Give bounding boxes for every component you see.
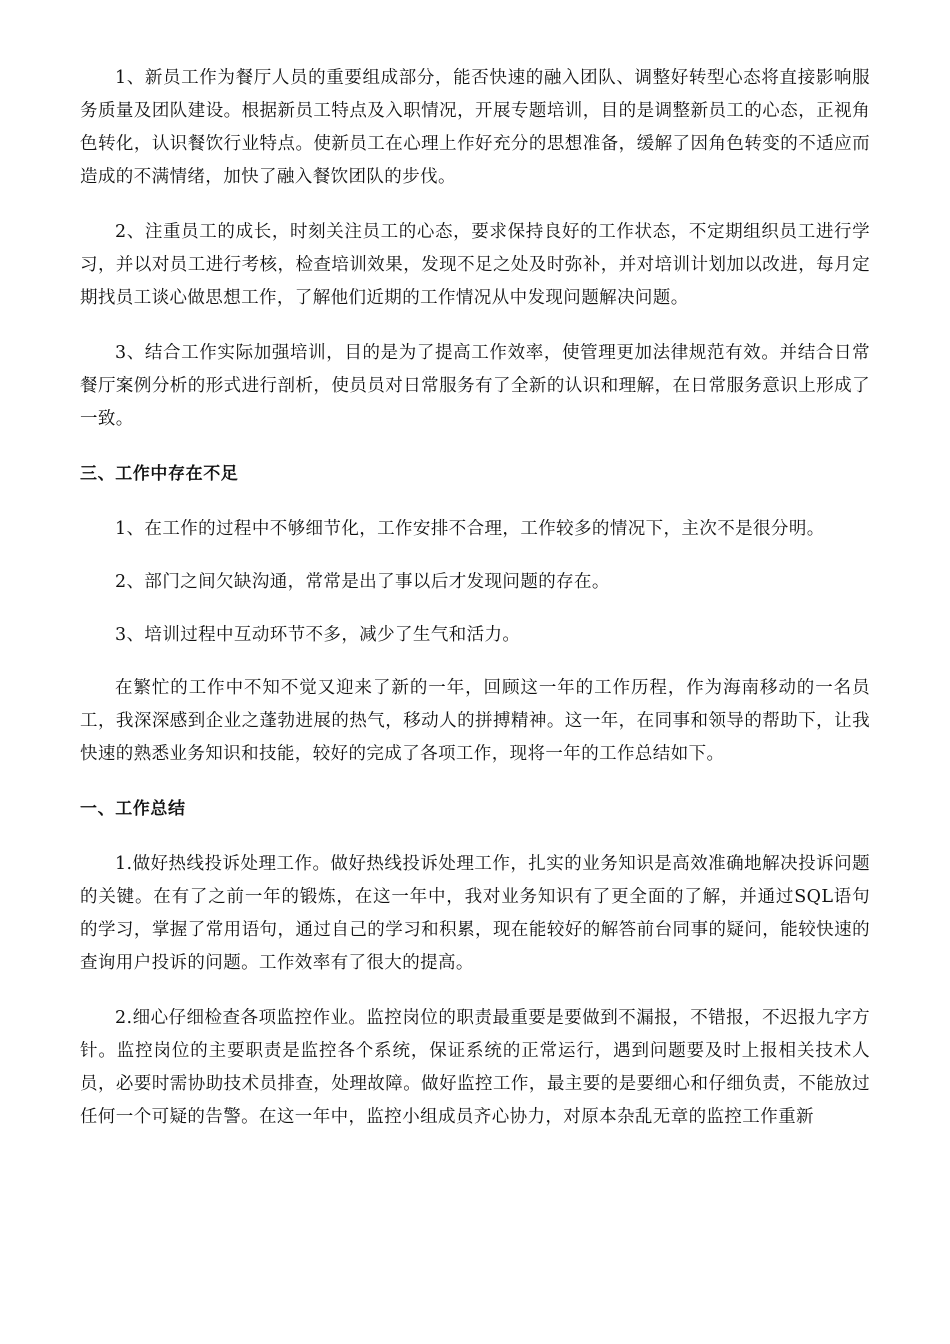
- paragraph-shortcoming-1: 1、在工作的过程中不够细节化，工作安排不合理，工作较多的情况下，主次不是很分明。: [115, 519, 825, 539]
- paragraph-training-3: 3、结合工作实际加强培训，目的是为了提高工作效率，使管理更加法律规范有效。并结合日常餐厅案例分析的形式进行剖析，使员员对日常服务有了全新的认识和理解，在日常服务意识上形成了一致。: [80, 343, 870, 429]
- paragraph-work-1: 1.做好热线投诉处理工作。做好热线投诉处理工作，扎实的业务知识是高效准确地解决投诉问题的关键。在有了之前一年的锻炼，在这一年中，我对业务知识有了更全面的了解，并通过SQL语句的学习，掌握了常用语句，通过自己的学习和积累，现在能较好的解答前台同事的疑问，能较快速的查询用户投诉的问题。工作效率有了很大的提高。: [80, 854, 870, 973]
- section-heading-shortcomings: 三、工作中存在不足: [80, 464, 239, 484]
- document-page: [80, 62, 870, 1156]
- paragraph-intro: 在繁忙的工作中不知不觉又迎来了新的一年，回顾这一年的工作历程，作为海南移动的一名员工，我深深感到企业之蓬勃进展的热气，移动人的拼搏精神。这一年，在同事和领导的帮助下，让我快速的熟悉业务知识和技能，较好的完成了各项工作，现将一年的工作总结如下。: [80, 678, 870, 764]
- paragraph-shortcoming-3: 3、培训过程中互动环节不多，减少了生气和活力。: [115, 625, 521, 645]
- paragraph-work-2: 2.细心仔细检查各项监控作业。监控岗位的职责最重要是要做到不漏报，不错报，不迟报九字方针。监控岗位的主要职责是监控各个系统，保证系统的正常运行，遇到问题要及时上报相关技术人员，必要时需协助技术员排查，处理故障。做好监控工作，最主要的是要细心和仔细负责，不能放过任何一个可疑的告警。在这一年中，监控小组成员齐心协力，对原本杂乱无章的监控工作重新: [80, 1008, 870, 1127]
- paragraph-training-1: 1、新员工作为餐厅人员的重要组成部分，能否快速的融入团队、调整好转型心态将直接影响服务质量及团队建设。根据新员工特点及入职情况，开展专题培训，目的是调整新员工的心态，正视角色转化，认识餐饮行业特点。使新员工在心理上作好充分的思想准备，缓解了因角色转变的不适应而造成的不满情绪，加快了融入餐饮团队的步伐。: [80, 68, 870, 187]
- paragraph-training-2: 2、注重员工的成长，时刻关注员工的心态，要求保持良好的工作状态，不定期组织员工进行学习，并以对员工进行考核，检查培训效果，发现不足之处及时弥补，并对培训计划加以改进，每月定期找员工谈心做思想工作，了解他们近期的工作情况从中发现问题解决问题。: [80, 222, 870, 308]
- paragraph-shortcoming-2: 2、部门之间欠缺沟通，常常是出了事以后才发现问题的存在。: [115, 572, 610, 592]
- section-heading-work-summary: 一、工作总结: [80, 799, 186, 819]
